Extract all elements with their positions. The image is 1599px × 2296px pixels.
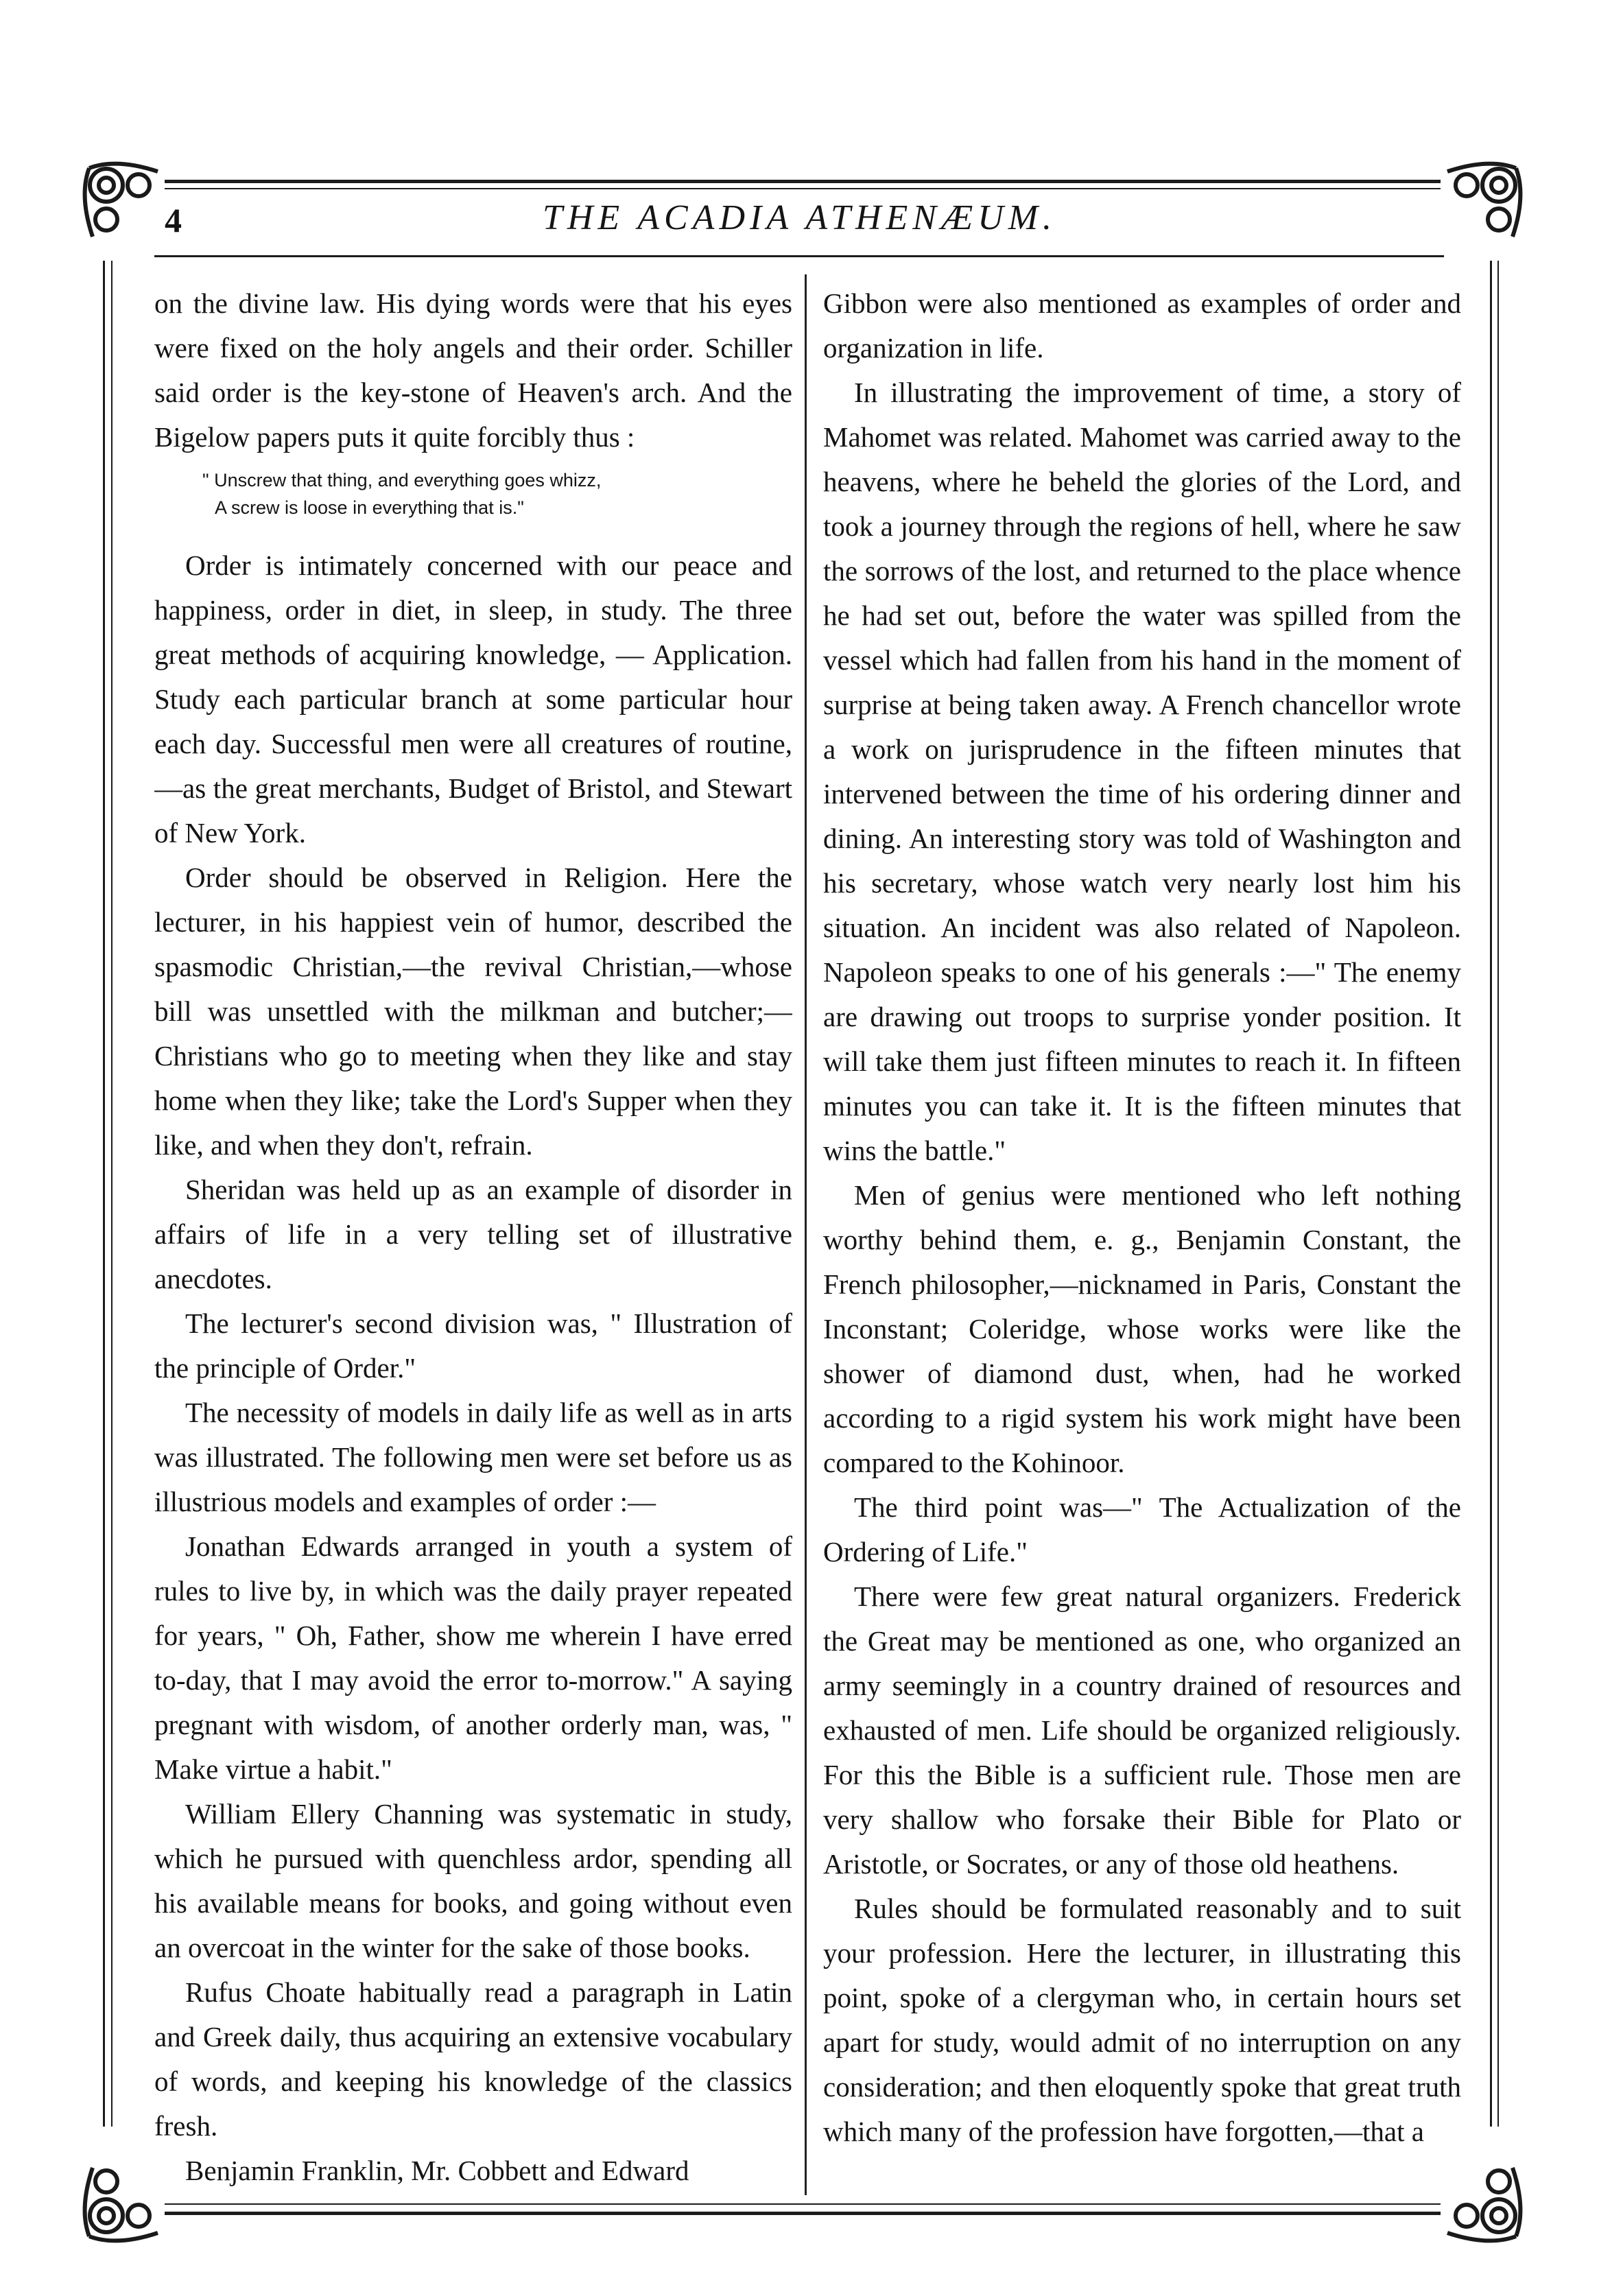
paragraph: Gibbon were also mentioned as examples of order and organization in life. (823, 287, 1461, 364)
right-border-rule (1490, 261, 1492, 2127)
paragraph: Men of genius were mentioned who left nothing worthy behind them, e. g., Benjamin Constant, the French philosopher,—nicknamed in Paris, Constant the Inconstant; Coleridge, whose works were like the shower of diamond dust, when, had he worked according to a rigid system his work might have been compared to the Kohinoor. (823, 1179, 1461, 1478)
paragraph: on the divine law. His dying words were that his eyes were fixed on the holy angels and their order. Schiller said order is the key-stone of Heaven's arch. And the Bigelow papers puts it quite forcibly thus : (154, 287, 792, 453)
paragraph: Order is intimately concerned with our peace and happiness, order in diet, in sleep, in study. The three great methods of acquiring knowledge, — Application. Study each particular branch at some particular hour each day. Successful men were all creatures of routine,—as the great merchants, Budget of Bristol, and Stewart of New York. (154, 549, 792, 849)
page-number: 4 (165, 201, 182, 239)
paragraph: Rules should be formulated reasonably and to suit your profession. Here the lecturer, in illustrating this point, spoke of a clergyman who, in certain hours set apart for study, would admit of no interruption on any consideration; and then eloquently spoke that great truth which many of the profession have forgotten,—that a (823, 1893, 1461, 2147)
right-border-rule-inner (1497, 261, 1499, 2127)
paragraph: There were few great natural organizers. Frederick the Great may be mentioned as one, who organized an army seemingly in a country drained of resources and exhausted of men. Life should be organized religiously. For this the Bible is a sufficient rule. Those men are very shallow who forsake their Bible for Plato or Aristotle, or Socrates, or any of those old heathens. (823, 1581, 1461, 1880)
right-column (823, 281, 1461, 2195)
paragraph: William Ellery Channing was systematic in study, which he pursued with quenchless ardor, spending all his available means for books, and going without even an overcoat in the winter for the sake of those books. (154, 1798, 792, 1963)
verse-quote (154, 466, 792, 521)
paragraph: Sheridan was held up as an example of disorder in affairs of life in a very telling set of illustrative anecdotes. (154, 1174, 792, 1294)
header-rule-thin (165, 188, 1441, 189)
scroll-ornament-bottom-right (1434, 2140, 1530, 2250)
running-title: THE ACADIA ATHENÆUM. (542, 198, 1057, 237)
verse-line: " Unscrew that thing, and everything goes whizz, (202, 470, 602, 490)
paragraph: Rufus Choate habitually read a paragraph in Latin and Greek daily, thus acquiring an extensive vocabulary of words, and keeping his knowledge of the classics fresh. (154, 1976, 792, 2142)
paragraph: The necessity of models in daily life as well as in arts was illustrated. The following men were set before us as illustrious models and examples of order :— (154, 1397, 792, 1517)
paragraph: The lecturer's second division was, " Illustration of the principle of Order." (154, 1307, 792, 1384)
header-rule-bottom (154, 255, 1444, 257)
footer-rule-top (165, 2203, 1441, 2205)
paragraph: Order should be observed in Religion. Here the lecturer, in his happiest vein of humor, described the spasmodic Christian,—the revival Christian,—whose bill was unsettled with the milkman and butcher;—Christians who go to meeting when they like and stay home when they like; take the Lord's Supper when they like, and when they don't, refrain. (154, 862, 792, 1161)
paragraph: Benjamin Franklin, Mr. Cobbett and Edward (185, 2155, 689, 2186)
column-divider (805, 274, 807, 2195)
paragraph: The third point was—" The Actualization of the Ordering of Life." (823, 1491, 1461, 1567)
header-rule-top (165, 180, 1441, 183)
scroll-ornament-bottom-left (75, 2140, 171, 2250)
left-border-rule-inner (111, 261, 112, 2127)
footer-rule-bottom (165, 2212, 1441, 2215)
paragraph: In illustrating the improvement of time, a story of Mahomet was related. Mahomet was carried away to the heavens, where he beheld the glories of the Lord, and took a journey through the regions of hell, where he saw the sorrows of the lost, and returned to the place whence he had set out, before the water was spilled from the vessel which had fallen from his hand in the moment of surprise at being taken away. A French chancellor wrote a work on jurisprudence in the fifteen minutes that intervened between the time of his ordering dinner and dining. An interesting story was told of Washington and his secretary, whose watch very nearly lost him his situation. An incident was also related of Napoleon. Napoleon speaks to one of his generals :—" The enemy are drawing out troops to surprise yonder position. It will take them just fifteen minutes to reach it. In fifteen minutes you can take it. It is the fifteen minutes that wins the battle." (823, 377, 1461, 1166)
paragraph: Jonathan Edwards arranged in youth a system of rules to live by, in which was the daily prayer repeated for years, " Oh, Father, show me wherein I have erred to-day, that I may avoid the error to-morrow." A saying pregnant with wisdom, of another orderly man, was, " Make virtue a habit." (154, 1530, 792, 1785)
verse-line: A screw is loose in everything that is." (215, 497, 524, 518)
left-column (154, 281, 792, 2195)
left-border-rule (103, 261, 105, 2127)
